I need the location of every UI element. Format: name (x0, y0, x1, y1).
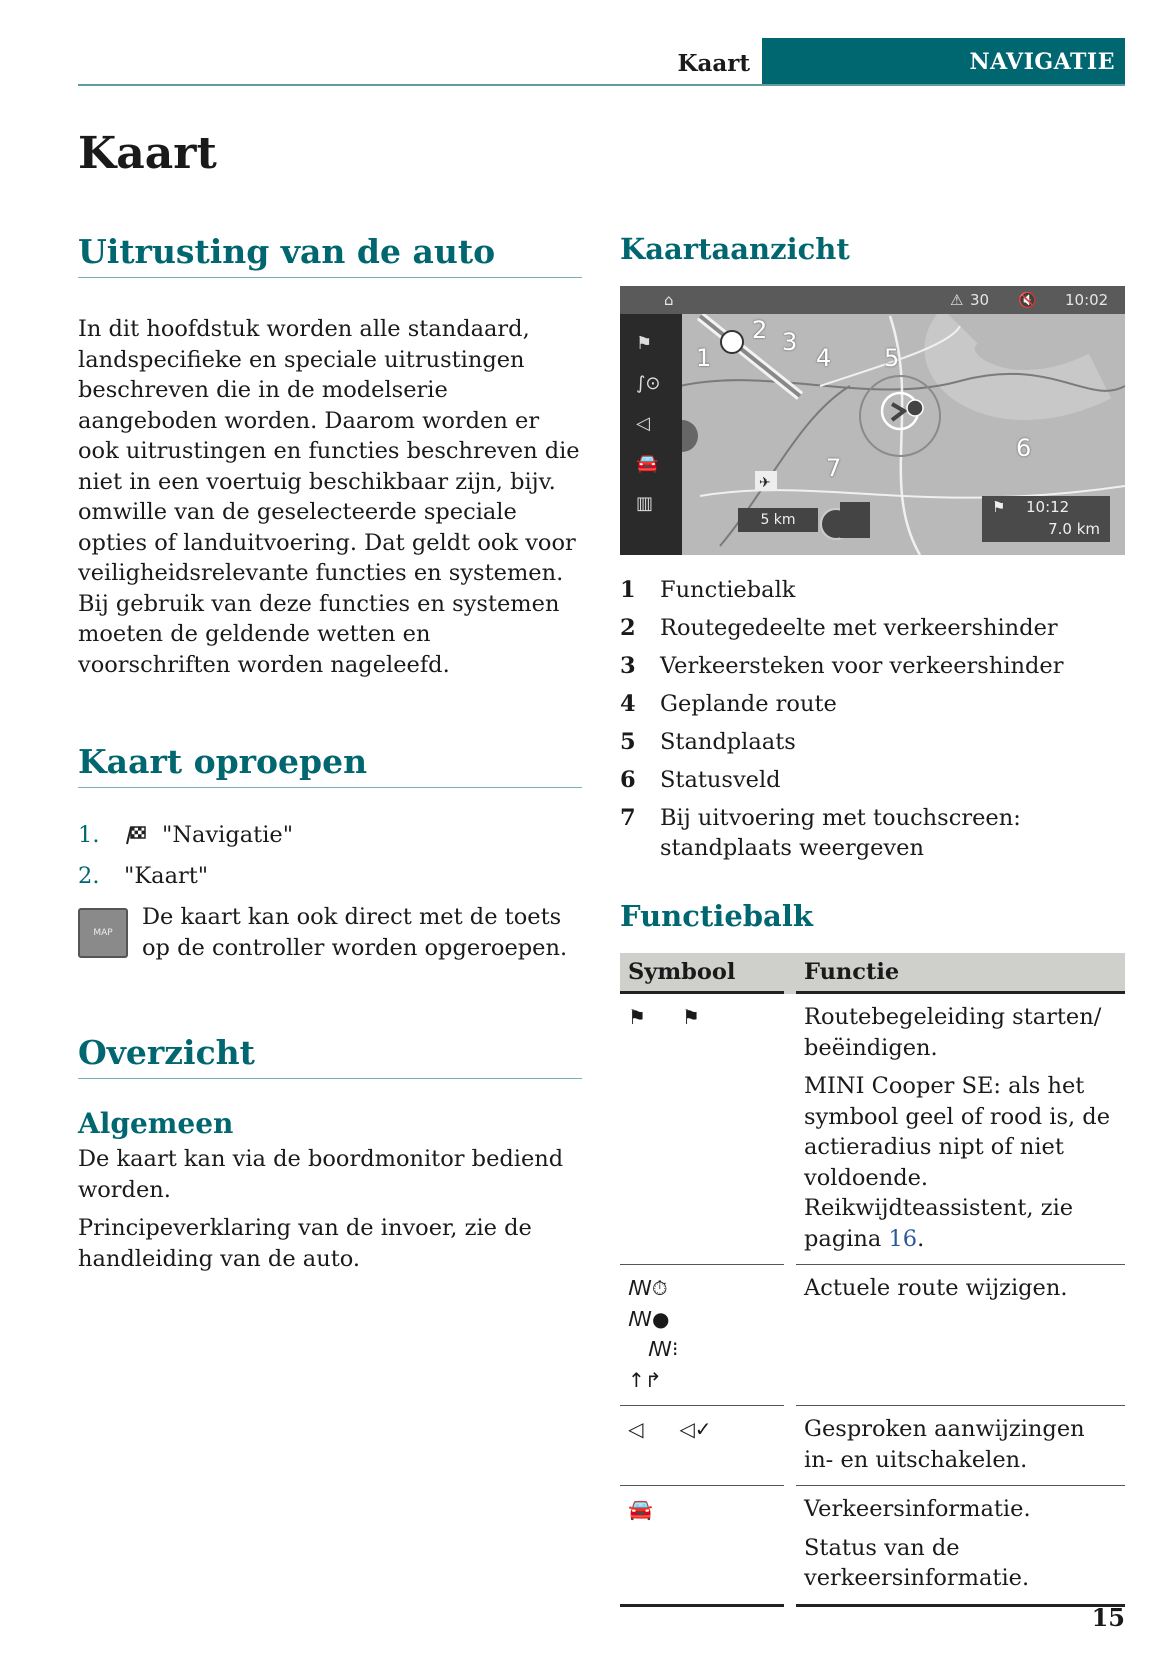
speaker-on-icon: ◁✓ (679, 1417, 712, 1441)
step-2 (78, 861, 582, 891)
traffic-info-icon[interactable]: 🚘 (636, 453, 659, 474)
step-number: 1. (78, 822, 100, 848)
equipment-heading: Uitrusting van de auto (78, 232, 582, 278)
function-bar-heading: Functiebalk (620, 899, 813, 933)
callout-6: 6 (1016, 434, 1032, 462)
table-row: ꟿ⏱ꟿ● ꟿ⁝↑↱ Actuele route wijzigen. (620, 1265, 1125, 1406)
map-view-heading: Kaartaanzicht (620, 232, 850, 266)
map-screenshot (620, 286, 1125, 555)
traffic-car-icon: 🚘 (628, 1497, 653, 1521)
voice-icon[interactable]: ◁ (636, 413, 650, 434)
page-link[interactable]: 16 (888, 1225, 918, 1252)
destination-flag-icon: ⚑ (992, 498, 1006, 516)
overview-heading: Overzicht (78, 1033, 582, 1079)
svg-text:✈: ✈ (759, 475, 771, 491)
callout-3: 3 (782, 328, 798, 356)
legend-item: 5 Standplaats (620, 729, 796, 755)
table-row: ⚑ ⚑ Routebegeleiding starten/ beëindigen. MINI Cooper SE: als het symbool geel of rood is, de actieradius nipt of niet voldoende. Reikwijdteassistent, zie pagina 16. (620, 993, 1125, 1265)
function-bar (620, 314, 682, 555)
page-title: Kaart (78, 128, 217, 179)
callout-2: 2 (752, 316, 768, 344)
navigation-flag-icon (124, 824, 148, 846)
col-function: Functie (790, 953, 1125, 993)
table-row: 🚘 Verkeersinformatie. Status van de verkeersinformatie. (620, 1486, 1125, 1606)
route-change-icon: ꟿ⏱ (628, 1276, 668, 1300)
step-number: 2. (78, 863, 100, 889)
route-detour-icon: ꟿ⁝ (648, 1337, 679, 1361)
warning-icon: ⚠ (950, 291, 964, 309)
home-icon[interactable]: ⌂ (664, 291, 674, 309)
callout-5: 5 (884, 344, 900, 372)
map-key-icon: MAP (78, 908, 128, 958)
step-1 (78, 820, 582, 850)
mute-icon: 🔇 (1018, 291, 1037, 309)
legend-item: 2 Routegedeelte met verkeershinder (620, 615, 1058, 641)
right-column (620, 232, 1125, 1607)
col-symbol: Symbool (620, 953, 790, 993)
legend-item: 7 Bij uitvoering met touchscreen: standplaats weergeven (620, 805, 1021, 861)
eta: 10:12 (1026, 498, 1070, 516)
callout-4: 4 (816, 344, 832, 372)
open-map-steps (78, 820, 582, 891)
callout-1: 1 (696, 344, 712, 372)
distance: 7.0 km (1048, 520, 1100, 538)
header-divider (78, 84, 1125, 86)
equipment-body: In dit hoofdstuk worden alle standaard, landspecifieke en speciale uitrustingen beschreven die in de modelserie aangeboden worden. Daarom worden er ook uitrustingen en functies beschreven die niet in een voertuig beschikbaar zijn, bijv. omwille van de geselecteerde speciale opties of landuitvoering. Dat geldt ook voor veiligheidsrelevante functies en systemen. Bij gebruik van deze functies en systemen moeten de geldende wetten en voorschriften worden nageleefd. (78, 316, 580, 678)
speed-limit: 30 (970, 291, 990, 309)
left-column (78, 232, 582, 1274)
note-text: De kaart kan ook direct met de toets op de controller worden opgeroepen. (142, 904, 568, 961)
map-status-bar (620, 286, 1125, 314)
overview-p1: De kaart kan via de boordmonitor bediend worden. (78, 1146, 564, 1203)
show-position-button[interactable] (840, 502, 870, 538)
map-info-icon[interactable]: ▥ (636, 493, 654, 514)
status-field (982, 496, 1110, 542)
legend-item: 4 Geplande route (620, 691, 837, 717)
route-guidance-icon[interactable]: ⚑ (636, 333, 653, 354)
speaker-icon: ◁ (628, 1417, 644, 1441)
function-table (620, 953, 1125, 1607)
overview-p2: Principeverklaring van de invoer, zie de handleiding van de auto. (78, 1215, 532, 1272)
legend-item: 3 Verkeersteken voor verkeershinder (620, 653, 1064, 679)
route-avoid-icon: ꟿ● (628, 1306, 670, 1331)
open-map-heading: Kaart oproepen (78, 742, 582, 788)
map-legend (620, 575, 1125, 863)
legend-item: 1 Functiebalk (620, 577, 796, 603)
general-heading: Algemeen (78, 1107, 234, 1140)
callout-7: 7 (826, 454, 842, 482)
route-alternative-icon: ↑↱ (628, 1367, 662, 1392)
route-stop-icon: ⚑ (681, 1005, 700, 1029)
header-section: Kaart (677, 50, 750, 77)
header-chapter: NAVIGATIE (762, 38, 1125, 86)
legend-item: 6 Statusveld (620, 767, 781, 793)
clock: 10:02 (1065, 291, 1109, 309)
map-key-note (78, 902, 582, 963)
route-change-icon[interactable]: ∫⊙ (636, 373, 661, 394)
page-number: 15 (1091, 1603, 1125, 1632)
step-text: "Kaart" (124, 863, 209, 889)
step-text: "Navigatie" (162, 822, 294, 848)
map-scale[interactable]: 5 km (738, 508, 818, 532)
table-row: ◁ ◁✓ Gesproken aanwijzingen in- en uitschakelen. (620, 1406, 1125, 1486)
route-start-icon: ⚑ (628, 1005, 646, 1029)
